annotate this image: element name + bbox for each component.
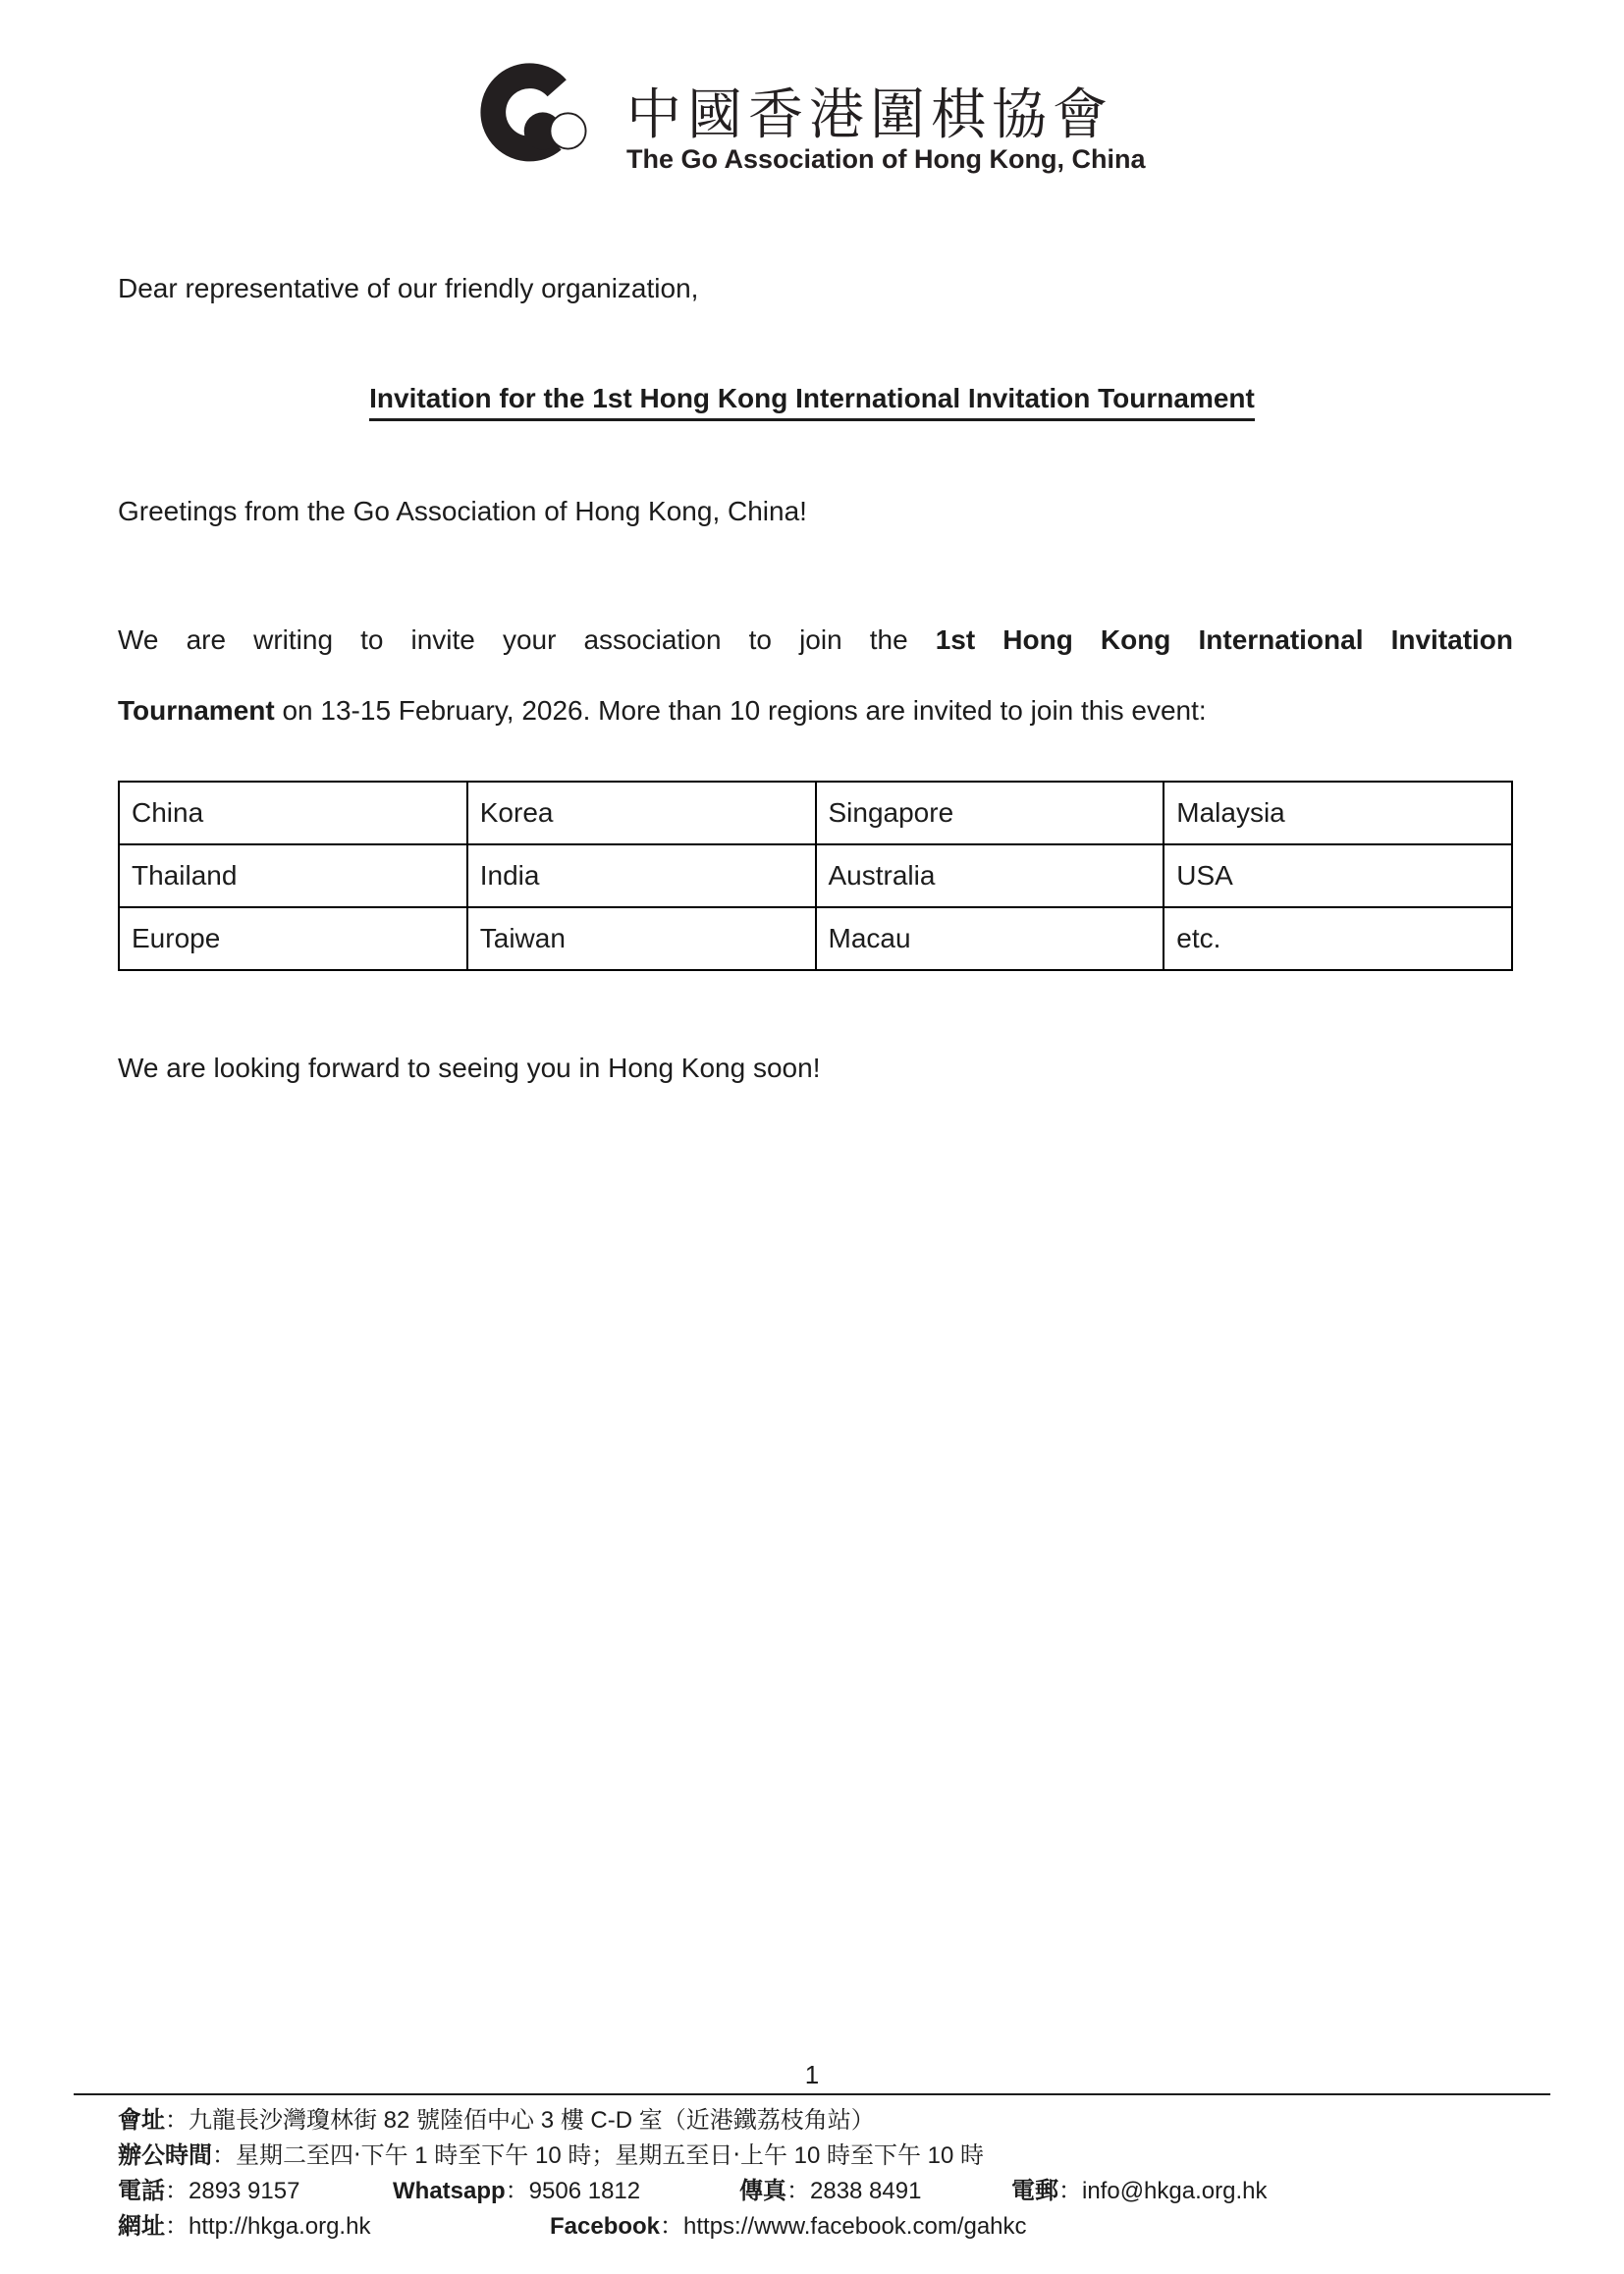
table-cell: China	[119, 782, 467, 844]
footer-web-line	[118, 2209, 1522, 2245]
body-line-1-bold: 1st Hong Kong International Invitation	[935, 624, 1514, 655]
table-cell: Taiwan	[467, 907, 816, 970]
body-paragraph	[118, 624, 1513, 727]
table-cell: Macau	[816, 907, 1164, 970]
letter-title: Invitation for the 1st Hong Kong International Invitation Tournament	[369, 383, 1255, 421]
email-value: ：info@hkga.org.hk	[1058, 2178, 1268, 2204]
salutation: Dear representative of our friendly organization,	[118, 273, 699, 303]
phone-item	[118, 2174, 299, 2209]
hours-label: 辦公時間	[118, 2142, 212, 2169]
org-name-block	[626, 59, 1145, 181]
table-cell: India	[467, 844, 816, 907]
table-cell: Thailand	[119, 844, 467, 907]
table-cell: Australia	[816, 844, 1164, 907]
footer-hours-line	[118, 2139, 1522, 2174]
table-row	[119, 907, 1512, 970]
table-row	[119, 844, 1512, 907]
footer	[118, 2103, 1522, 2245]
address-value: ：九龍長沙灣瓊林街 82 號陸佰中心 3 樓 C-D 室（近港鐵荔枝角站）	[165, 2107, 875, 2134]
email-label: 電郵	[1011, 2178, 1058, 2204]
table-cell: Korea	[467, 782, 816, 844]
facebook-value: ：https://www.facebook.com/gahkc	[660, 2213, 1027, 2240]
phone-label: 電話	[118, 2178, 165, 2204]
email-item	[1011, 2174, 1267, 2209]
body-line-1	[118, 624, 1513, 656]
whatsapp-item	[393, 2174, 640, 2209]
hours-item	[118, 2139, 984, 2174]
table-cell: Europe	[119, 907, 467, 970]
fax-value: ：2838 8491	[786, 2178, 922, 2204]
address-item	[118, 2103, 875, 2139]
body-line-1-text: We are writing to invite your association to join the	[118, 624, 936, 655]
website-item	[118, 2209, 370, 2245]
website-label: 網址	[118, 2213, 165, 2240]
fax-item	[739, 2174, 921, 2209]
regions-table	[118, 781, 1513, 971]
org-name-chinese: 中國香港圍棋協會	[626, 83, 1113, 145]
body-line-2-bold: Tournament	[118, 695, 275, 726]
org-name-english: The Go Association of Hong Kong, China	[626, 144, 1146, 174]
table-cell: Malaysia	[1164, 782, 1512, 844]
body-line-2	[118, 695, 1513, 727]
whatsapp-label: Whatsapp	[393, 2178, 506, 2204]
whatsapp-value: ：9506 1812	[505, 2178, 641, 2204]
body-line-2-text: on 13-15 February, 2026. More than 10 regions are invited to join this event:	[274, 695, 1207, 726]
fax-label: 傳真	[739, 2178, 786, 2204]
go-stones-g-icon	[479, 59, 597, 181]
greeting-line: Greetings from the Go Association of Hong Kong, China!	[118, 496, 807, 526]
facebook-label: Facebook	[550, 2213, 661, 2240]
facebook-item	[550, 2209, 1027, 2245]
table-row	[119, 782, 1512, 844]
phone-value: ：2893 9157	[165, 2178, 300, 2204]
table-cell: Singapore	[816, 782, 1164, 844]
footer-contact-line	[118, 2174, 1522, 2209]
table-cell: etc.	[1164, 907, 1512, 970]
letter-title-row	[0, 383, 1624, 421]
footer-address-line	[118, 2103, 1522, 2139]
table-cell: USA	[1164, 844, 1512, 907]
org-logo	[479, 59, 1145, 181]
footer-divider	[74, 2093, 1550, 2095]
website-value: ：http://hkga.org.hk	[165, 2213, 371, 2240]
page-number: 1	[804, 2060, 820, 2089]
closing-line: We are looking forward to seeing you in Hong Kong soon!	[118, 1053, 821, 1083]
hours-value: ：星期二至四‧下午 1 時至下午 10 時；星期五至日‧上午 10 時至下午 10 時	[212, 2142, 985, 2169]
address-label: 會址	[118, 2107, 165, 2134]
